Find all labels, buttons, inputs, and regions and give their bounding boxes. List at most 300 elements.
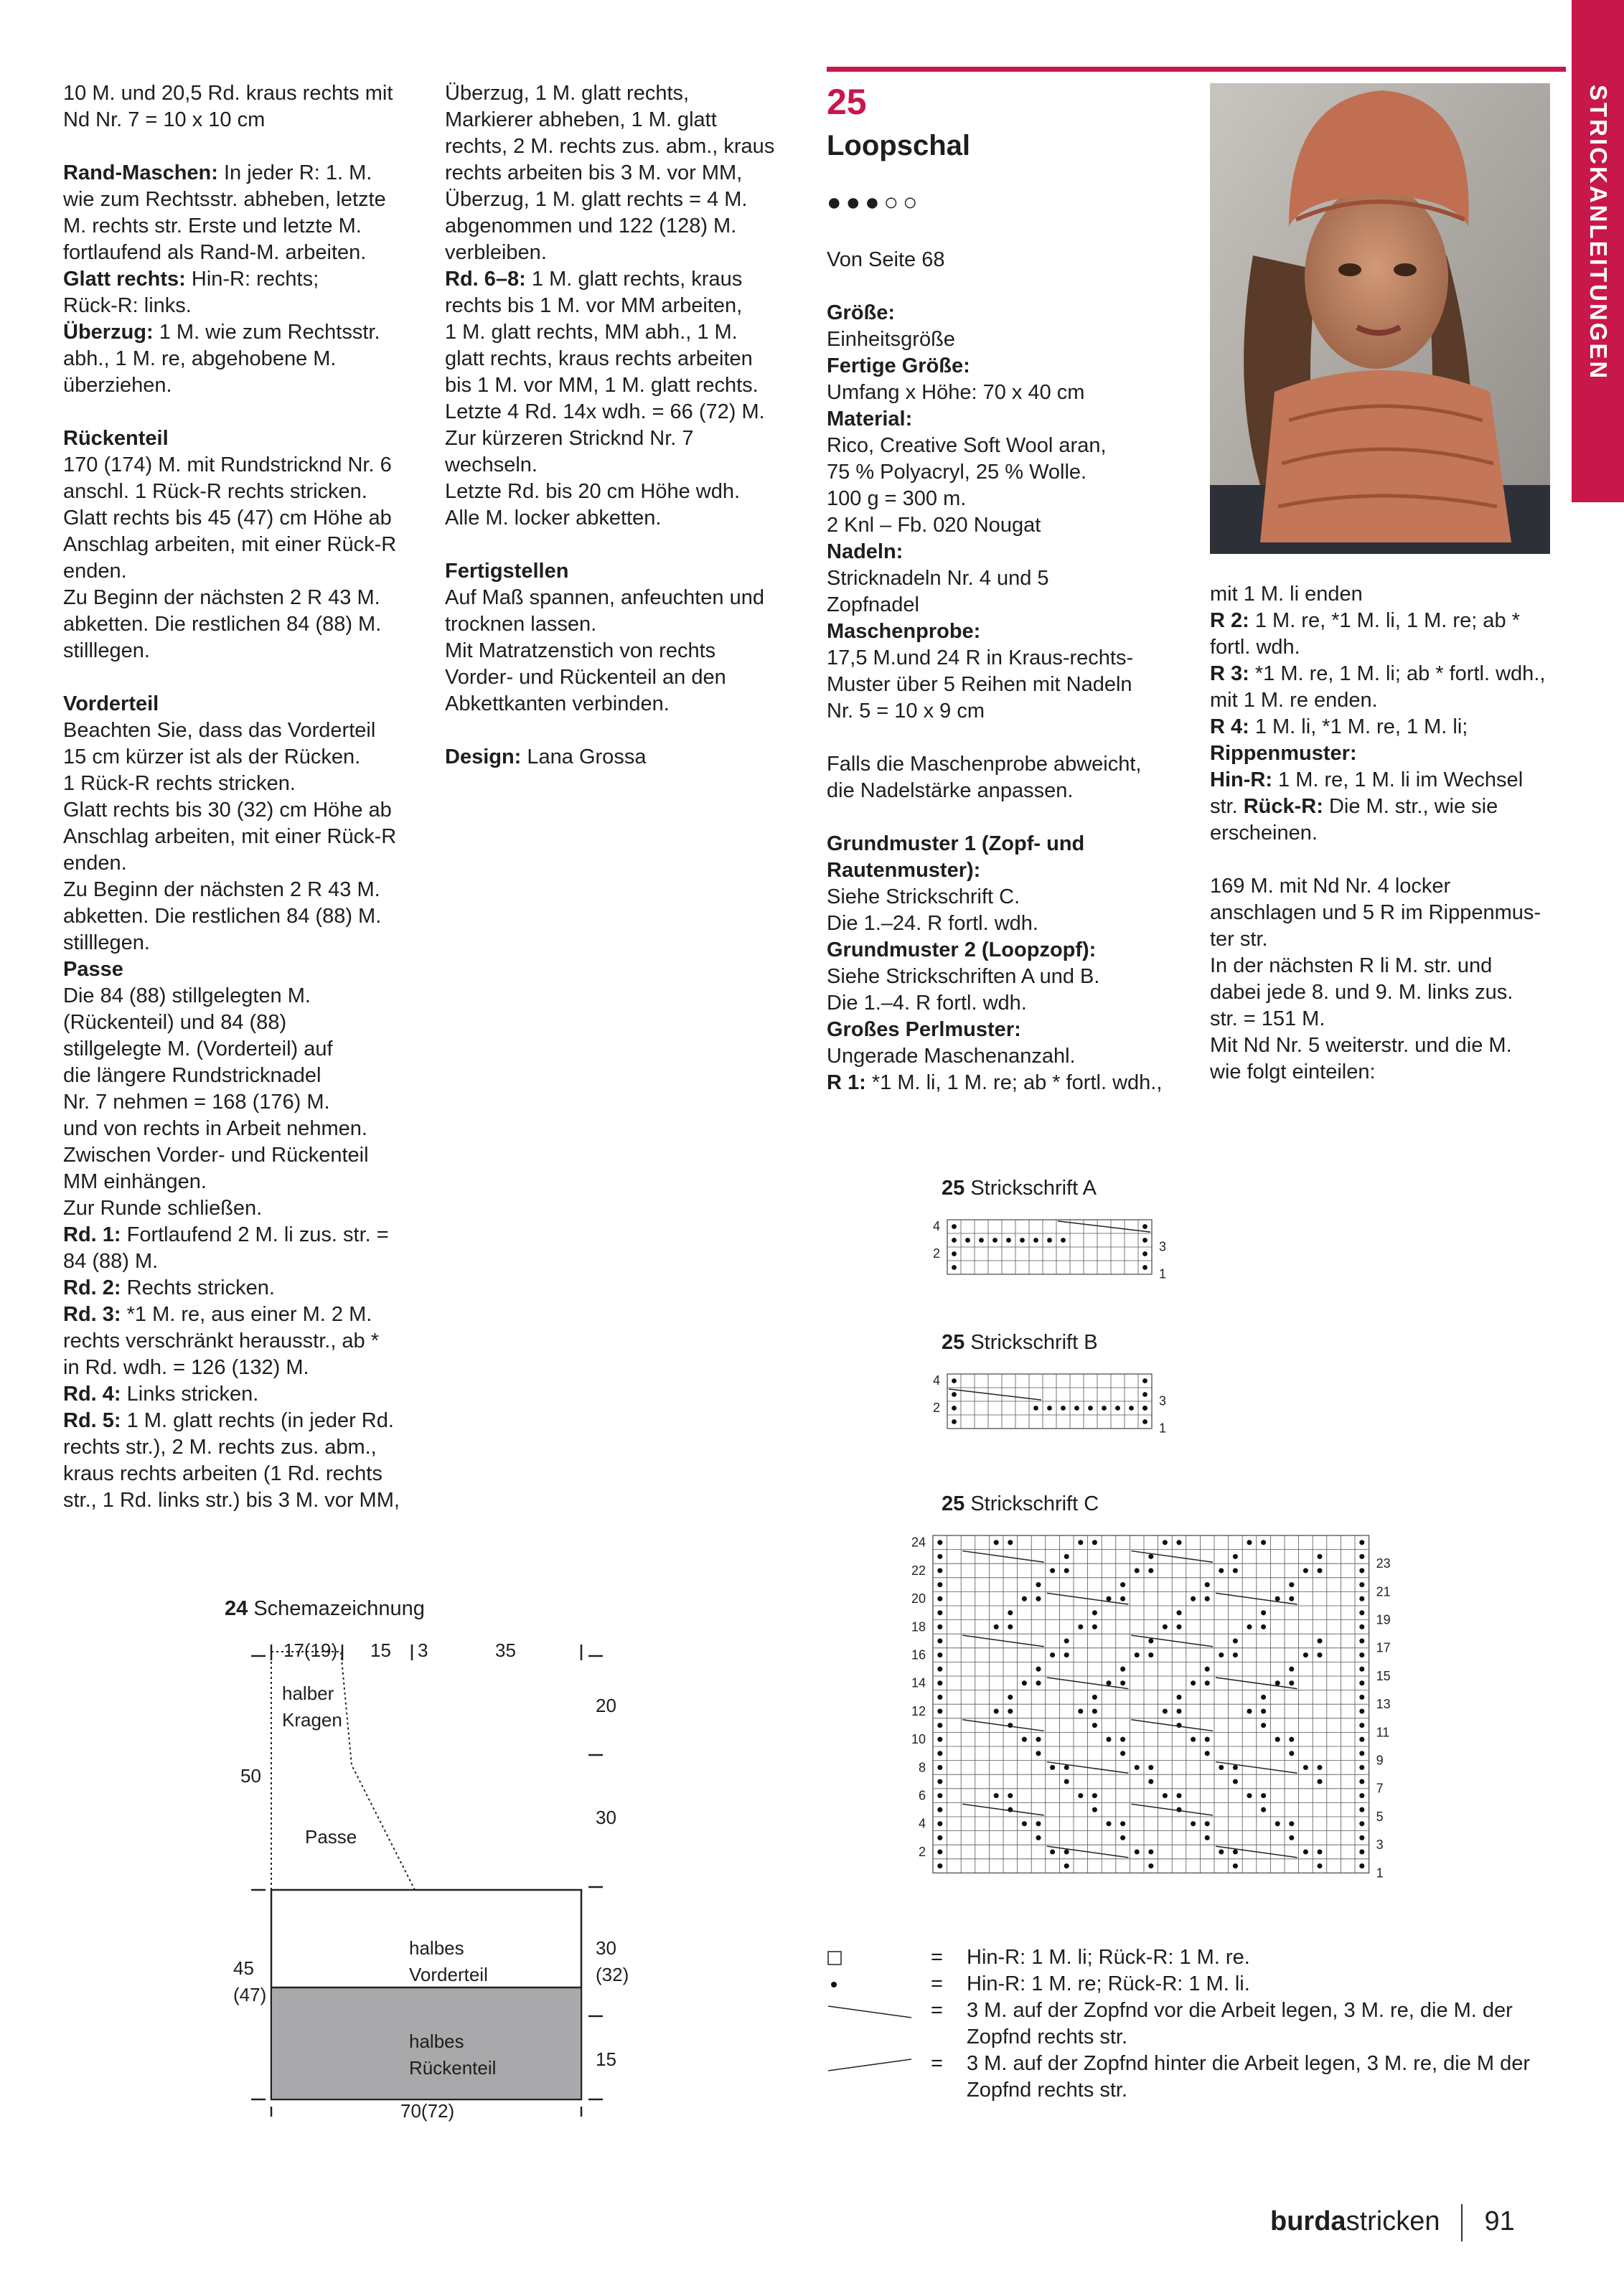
row-label: 1 bbox=[1159, 1421, 1167, 1436]
text-line: Mit Matratzenstich von rechts bbox=[445, 639, 716, 662]
purl-dot bbox=[1036, 1596, 1041, 1601]
purl-dot bbox=[937, 1596, 942, 1601]
purl-dot bbox=[1317, 1638, 1322, 1643]
text-line: Hin-R: 1 M. re, 1 M. li im Wechsel bbox=[1210, 768, 1524, 791]
text-line: M. rechts str. Erste und letzte M. bbox=[63, 215, 362, 237]
purl-dot bbox=[1092, 1624, 1097, 1629]
purl-dot bbox=[1120, 1680, 1125, 1685]
purl-dot bbox=[937, 1708, 942, 1713]
purl-dot bbox=[994, 1624, 999, 1629]
purl-dot bbox=[1233, 1863, 1238, 1868]
purl-dot bbox=[1120, 1582, 1125, 1587]
purl-dot bbox=[952, 1224, 957, 1229]
purl-dot bbox=[1275, 1680, 1280, 1685]
text-line: R 3: *1 M. re, 1 M. li; ab * fortl. wdh., bbox=[1210, 662, 1546, 685]
text-line: Rd. 5: 1 M. glatt rechts (in jeder Rd. bbox=[63, 1409, 394, 1432]
text-line: 84 (88) M. bbox=[63, 1250, 159, 1273]
purl-dot bbox=[937, 1821, 942, 1826]
pattern-title: Loopschal bbox=[827, 130, 971, 161]
purl-dot bbox=[1129, 1406, 1134, 1411]
text-line: abketten. Die restlichen 84 (88) M. bbox=[63, 905, 382, 928]
purl-dot bbox=[1219, 1765, 1224, 1770]
purl-dot bbox=[1359, 1793, 1364, 1798]
purl-dot bbox=[1233, 1652, 1238, 1657]
text-line: Größe: bbox=[827, 301, 896, 324]
text-line: rechts bis 1 M. vor MM arbeiten, bbox=[445, 294, 743, 317]
row-label: 12 bbox=[911, 1703, 926, 1718]
purl-dot bbox=[1008, 1610, 1013, 1615]
text-line: enden. bbox=[63, 852, 127, 875]
text-line: Zopfnadel bbox=[827, 593, 919, 616]
purl-dot bbox=[1135, 1568, 1140, 1573]
purl-dot bbox=[1233, 1765, 1238, 1770]
legend-symbol bbox=[827, 1944, 920, 1971]
text-line: str. Rück-R: Die M. str., wie sie bbox=[1210, 795, 1498, 818]
purl-dot bbox=[1064, 1638, 1069, 1643]
text-line: ter str. bbox=[1210, 928, 1268, 951]
row-label: 16 bbox=[911, 1647, 926, 1662]
purl-dot bbox=[1359, 1624, 1364, 1629]
purl-dot bbox=[1261, 1540, 1266, 1545]
text-column-2 bbox=[445, 80, 804, 771]
text-line: Rand-Maschen: In jeder R: 1. M. bbox=[63, 161, 372, 184]
purl-dot bbox=[1176, 1723, 1181, 1728]
row-label: 1 bbox=[1159, 1266, 1167, 1281]
text-line: die längere Rundstricknadel bbox=[63, 1064, 321, 1087]
text-line: erscheinen. bbox=[1210, 822, 1318, 844]
chart-legend bbox=[827, 1944, 1566, 2104]
purl-dot bbox=[952, 1406, 957, 1411]
purl-dot bbox=[1008, 1624, 1013, 1629]
text-line: Letzte 4 Rd. 14x wdh. = 66 (72) M. bbox=[445, 400, 765, 423]
row-label: 17 bbox=[1376, 1640, 1391, 1655]
text-line: In der nächsten R li M. str. und bbox=[1210, 954, 1493, 977]
text-line: fortlaufend als Rand-M. arbeiten. bbox=[63, 241, 367, 264]
purl-dot bbox=[1078, 1793, 1083, 1798]
chart-c-title: 25 Strickschrift C bbox=[942, 1492, 1099, 1515]
text-line: (Rückenteil) und 84 (88) bbox=[63, 1011, 287, 1034]
row-label: 10 bbox=[911, 1732, 926, 1747]
purl-dot bbox=[1261, 1807, 1266, 1812]
text-line: R 4: 1 M. li, *1 M. re, 1 M. li; bbox=[1210, 715, 1468, 738]
row-label: 4 bbox=[932, 1373, 940, 1388]
purl-dot bbox=[937, 1863, 942, 1868]
purl-dot bbox=[1359, 1568, 1364, 1573]
purl-dot bbox=[1317, 1863, 1322, 1868]
purl-dot bbox=[1148, 1779, 1153, 1784]
knitting-chart-b bbox=[926, 1367, 1184, 1446]
purl-dot bbox=[1064, 1554, 1069, 1559]
text-column-1 bbox=[63, 80, 422, 1514]
purl-dot bbox=[937, 1667, 942, 1672]
text-line: MM einhängen. bbox=[63, 1170, 207, 1193]
purl-dot bbox=[1359, 1863, 1364, 1868]
text-line: wie zum Rechtsstr. abheben, letzte bbox=[63, 188, 386, 211]
text-line: abgenommen und 122 (128) M. bbox=[445, 215, 737, 237]
legend-item: = Hin-R: 1 M. re; Rück-R: 1 M. li. bbox=[827, 1971, 1566, 1998]
purl-dot bbox=[1359, 1596, 1364, 1601]
purl-dot bbox=[1142, 1224, 1147, 1229]
purl-dot bbox=[1359, 1582, 1364, 1587]
text-line: Grundmuster 2 (Loopzopf): bbox=[827, 938, 1097, 961]
purl-dot bbox=[1092, 1540, 1097, 1545]
purl-dot bbox=[937, 1737, 942, 1742]
text-line: Design: Lana Grossa bbox=[445, 745, 647, 768]
text-line: Die 1.–24. R fortl. wdh. bbox=[827, 912, 1038, 935]
purl-dot bbox=[1205, 1751, 1210, 1756]
purl-dot bbox=[937, 1680, 942, 1685]
purl-dot bbox=[1233, 1554, 1238, 1559]
purl-dot bbox=[1064, 1863, 1069, 1868]
purl-dot bbox=[1233, 1849, 1238, 1854]
purl-dot bbox=[937, 1807, 942, 1812]
purl-dot bbox=[1064, 1849, 1069, 1854]
purl-dot bbox=[1289, 1680, 1294, 1685]
purl-dot bbox=[1205, 1821, 1210, 1826]
purl-dot bbox=[1148, 1554, 1153, 1559]
text-line: Rautenmuster): bbox=[827, 859, 981, 882]
text-line: str., 1 Rd. links str.) bis 3 M. vor MM, bbox=[63, 1489, 400, 1512]
purl-dot bbox=[1120, 1835, 1125, 1840]
purl-dot bbox=[1106, 1737, 1111, 1742]
purl-dot bbox=[1359, 1695, 1364, 1700]
purl-dot bbox=[1303, 1765, 1308, 1770]
pattern-number: 25 bbox=[827, 82, 867, 122]
purl-dot bbox=[1142, 1392, 1147, 1397]
purl-dot bbox=[1142, 1406, 1147, 1411]
purl-dot bbox=[1036, 1680, 1041, 1685]
row-label: 3 bbox=[1159, 1393, 1167, 1408]
text-line: Anschlag arbeiten, mit einer Rück-R bbox=[63, 825, 397, 848]
purl-dot bbox=[1275, 1596, 1280, 1601]
purl-dot bbox=[937, 1779, 942, 1784]
text-line bbox=[63, 133, 422, 160]
text-line: Rd. 6–8: 1 M. glatt rechts, kraus bbox=[445, 268, 743, 291]
row-label: 6 bbox=[918, 1788, 926, 1803]
purl-dot bbox=[1359, 1849, 1364, 1854]
text-line: stillgelegte M. (Vorderteil) auf bbox=[63, 1038, 333, 1060]
purl-dot bbox=[1205, 1835, 1210, 1840]
legend-symbol bbox=[827, 1971, 920, 1998]
purl-dot bbox=[1092, 1793, 1097, 1798]
purl-dot bbox=[1142, 1265, 1147, 1270]
page-number: 91 bbox=[1484, 2206, 1515, 2237]
purl-dot bbox=[1142, 1419, 1147, 1424]
purl-dot bbox=[937, 1582, 942, 1587]
purl-dot bbox=[1359, 1680, 1364, 1685]
purl-dot bbox=[1036, 1582, 1041, 1587]
purl-dot bbox=[965, 1238, 970, 1243]
purl-dot bbox=[1205, 1667, 1210, 1672]
text-line: Passe bbox=[63, 958, 123, 981]
row-label: 5 bbox=[1376, 1809, 1384, 1824]
text-line: Nadeln: bbox=[827, 540, 903, 563]
purl-dot bbox=[937, 1540, 942, 1545]
purl-dot bbox=[1008, 1708, 1013, 1713]
text-line: Rd. 1: Fortlaufend 2 M. li zus. str. = bbox=[63, 1223, 389, 1246]
purl-dot bbox=[1205, 1582, 1210, 1587]
text-line: Fertigstellen bbox=[445, 560, 569, 583]
purl-dot bbox=[1008, 1807, 1013, 1812]
purl-dot bbox=[1317, 1765, 1322, 1770]
purl-dot bbox=[937, 1751, 942, 1756]
text-line: rechts verschränkt herausstr., ab * bbox=[63, 1330, 380, 1352]
text-line: Rück-R: links. bbox=[63, 294, 192, 317]
purl-dot bbox=[1233, 1568, 1238, 1573]
purl-dot bbox=[1008, 1723, 1013, 1728]
purl-dot bbox=[1289, 1821, 1294, 1826]
text-line: verbleiben. bbox=[445, 241, 547, 264]
purl-dot bbox=[1289, 1667, 1294, 1672]
text-line: Nr. 5 = 10 x 9 cm bbox=[827, 700, 985, 723]
text-line: 169 M. mit Nd Nr. 4 locker bbox=[1210, 875, 1451, 898]
purl-dot bbox=[1008, 1695, 1013, 1700]
text-line: Glatt rechts: Hin-R: rechts; bbox=[63, 268, 319, 291]
row-label: 14 bbox=[911, 1675, 926, 1690]
text-line: in Rd. wdh. = 126 (132) M. bbox=[63, 1356, 309, 1379]
purl-dot bbox=[1191, 1821, 1196, 1826]
text-column-3 bbox=[827, 247, 1178, 1096]
text-line bbox=[827, 725, 1178, 751]
text-line: wie folgt einteilen: bbox=[1210, 1060, 1376, 1083]
purl-dot bbox=[1303, 1849, 1308, 1854]
text-line: Material: bbox=[827, 408, 913, 430]
text-line: Ungerade Maschenanzahl. bbox=[827, 1045, 1076, 1068]
purl-dot bbox=[1142, 1378, 1147, 1383]
text-line: 2 Knl – Fb. 020 Nougat bbox=[827, 514, 1041, 537]
legend-symbol bbox=[827, 2051, 920, 2077]
purl-dot bbox=[1163, 1540, 1168, 1545]
purl-dot bbox=[1163, 1708, 1168, 1713]
text-line bbox=[445, 718, 804, 744]
text-line: stilllegen. bbox=[63, 931, 150, 954]
text-line: Zur Runde schließen. bbox=[63, 1197, 263, 1220]
purl-dot bbox=[952, 1392, 957, 1397]
purl-dot bbox=[1106, 1821, 1111, 1826]
row-label: 9 bbox=[1376, 1753, 1384, 1768]
text-line: Glatt rechts bis 30 (32) cm Höhe ab bbox=[63, 799, 392, 822]
text-line: 17,5 M.und 24 R in Kraus-rechts- bbox=[827, 646, 1134, 669]
purl-dot bbox=[1036, 1821, 1041, 1826]
purl-dot bbox=[1006, 1238, 1011, 1243]
purl-dot bbox=[1261, 1624, 1266, 1629]
purl-dot bbox=[1359, 1667, 1364, 1672]
purl-dot bbox=[1061, 1238, 1066, 1243]
brand-name: burda bbox=[1270, 2206, 1346, 2237]
purl-dot bbox=[1106, 1680, 1111, 1685]
purl-dot bbox=[1064, 1779, 1069, 1784]
row-label: 7 bbox=[1376, 1781, 1384, 1796]
text-line: 1 M. glatt rechts, MM abh., 1 M. bbox=[445, 321, 738, 344]
text-line: Rd. 2: Rechts stricken. bbox=[63, 1276, 275, 1299]
purl-dot bbox=[994, 1540, 999, 1545]
text-line: dabei jede 8. und 9. M. links zus. bbox=[1210, 981, 1513, 1004]
row-label: 4 bbox=[918, 1816, 926, 1831]
purl-dot bbox=[1092, 1610, 1097, 1615]
text-line: Zu Beginn der nächsten 2 R 43 M. bbox=[63, 878, 380, 901]
purl-dot bbox=[937, 1849, 942, 1854]
purl-dot bbox=[1120, 1667, 1125, 1672]
purl-dot bbox=[1233, 1779, 1238, 1784]
text-line: Nd Nr. 7 = 10 x 10 cm bbox=[63, 108, 266, 131]
text-line: Grundmuster 1 (Zopf- und bbox=[827, 832, 1085, 855]
purl-dot bbox=[1135, 1765, 1140, 1770]
purl-dot bbox=[1176, 1624, 1181, 1629]
row-label: 4 bbox=[932, 1219, 940, 1234]
purl-dot bbox=[1092, 1695, 1097, 1700]
row-label: 1 bbox=[1376, 1866, 1384, 1881]
purl-dot bbox=[952, 1419, 957, 1424]
row-label: 19 bbox=[1376, 1612, 1391, 1627]
purl-dot bbox=[1247, 1624, 1252, 1629]
chart-a-title: 25 Strickschrift A bbox=[942, 1177, 1097, 1200]
row-label: 18 bbox=[911, 1619, 926, 1634]
purl-dot bbox=[1359, 1638, 1364, 1643]
text-line: Maschenprobe: bbox=[827, 620, 981, 643]
text-line: Vorder- und Rückenteil an den bbox=[445, 666, 726, 689]
purl-dot bbox=[1303, 1652, 1308, 1657]
purl-dot bbox=[1233, 1638, 1238, 1643]
purl-dot bbox=[1120, 1751, 1125, 1756]
text-line: und von rechts in Arbeit nehmen. bbox=[63, 1117, 367, 1140]
purl-dot bbox=[1064, 1652, 1069, 1657]
purl-dot bbox=[1047, 1406, 1052, 1411]
text-line: trocknen lassen. bbox=[445, 613, 597, 636]
purl-dot bbox=[937, 1554, 942, 1559]
purl-dot bbox=[1261, 1793, 1266, 1798]
purl-dot bbox=[937, 1624, 942, 1629]
text-line: rechts str.), 2 M. rechts zus. abm., bbox=[63, 1436, 377, 1459]
purl-dot bbox=[1275, 1821, 1280, 1826]
text-line: Vorderteil bbox=[63, 692, 159, 715]
purl-dot bbox=[1205, 1737, 1210, 1742]
purl-dot bbox=[1064, 1765, 1069, 1770]
row-label: 8 bbox=[918, 1760, 926, 1775]
purl-dot bbox=[1088, 1406, 1093, 1411]
purl-dot bbox=[1303, 1568, 1308, 1573]
purl-dot bbox=[1261, 1695, 1266, 1700]
text-line: mit 1 M. re enden. bbox=[1210, 689, 1378, 712]
text-line: 10 M. und 20,5 Rd. kraus rechts mit bbox=[63, 82, 393, 105]
purl-dot bbox=[1120, 1596, 1125, 1601]
row-label: 2 bbox=[932, 1246, 940, 1261]
row-label: 20 bbox=[911, 1591, 926, 1606]
purl-dot bbox=[1359, 1554, 1364, 1559]
text-line: rechts, 2 M. rechts zus. abm., kraus bbox=[445, 135, 775, 158]
section-rule bbox=[827, 67, 1566, 72]
row-label: 22 bbox=[911, 1563, 926, 1578]
section-tab bbox=[1572, 0, 1624, 502]
purl-dot bbox=[1148, 1568, 1153, 1573]
purl-dot bbox=[1022, 1737, 1027, 1742]
text-line bbox=[63, 664, 422, 691]
purl-dot bbox=[979, 1238, 984, 1243]
text-line: mit 1 M. li enden bbox=[1210, 583, 1363, 606]
text-line: Anschlag arbeiten, mit einer Rück-R bbox=[63, 533, 397, 556]
purl-dot bbox=[1022, 1596, 1027, 1601]
purl-dot bbox=[1247, 1540, 1252, 1545]
purl-dot bbox=[1106, 1596, 1111, 1601]
purl-dot bbox=[1205, 1680, 1210, 1685]
purl-dot bbox=[1247, 1793, 1252, 1798]
purl-dot bbox=[1148, 1638, 1153, 1643]
purl-dot bbox=[1317, 1652, 1322, 1657]
purl-dot bbox=[1092, 1723, 1097, 1728]
text-line: Mit Nd Nr. 5 weiterstr. und die M. bbox=[1210, 1034, 1512, 1057]
text-line: Rd. 4: Links stricken. bbox=[63, 1383, 259, 1406]
text-line: 170 (174) M. mit Rundstricknd Nr. 6 bbox=[63, 453, 392, 476]
purl-dot bbox=[1148, 1652, 1153, 1657]
row-label: 24 bbox=[911, 1535, 926, 1550]
text-line: 75 % Polyacryl, 25 % Wolle. bbox=[827, 461, 1087, 484]
purl-dot bbox=[937, 1793, 942, 1798]
purl-dot bbox=[1317, 1554, 1322, 1559]
text-line: überziehen. bbox=[63, 374, 172, 397]
text-line: Falls die Maschenprobe abweicht, bbox=[827, 753, 1142, 776]
text-line: 1 Rück-R rechts stricken. bbox=[63, 772, 296, 795]
purl-dot bbox=[1219, 1652, 1224, 1657]
text-line: Glatt rechts bis 45 (47) cm Höhe ab bbox=[63, 507, 392, 530]
knitting-chart-c bbox=[904, 1528, 1435, 1887]
purl-dot bbox=[1359, 1708, 1364, 1713]
text-line: Umfang x Höhe: 70 x 40 cm bbox=[827, 381, 1085, 404]
purl-dot bbox=[952, 1238, 957, 1243]
text-line: Auf Maß spannen, anfeuchten und bbox=[445, 586, 764, 609]
text-line: abketten. Die restlichen 84 (88) M. bbox=[63, 613, 382, 636]
legend-symbol bbox=[827, 1998, 920, 2024]
text-line: wechseln. bbox=[445, 453, 538, 476]
purl-dot bbox=[937, 1652, 942, 1657]
purl-dot bbox=[1289, 1835, 1294, 1840]
purl-dot bbox=[1064, 1568, 1069, 1573]
purl-dot bbox=[994, 1793, 999, 1798]
purl-dot bbox=[952, 1378, 957, 1383]
text-line: Siehe Strickschrift C. bbox=[827, 885, 1020, 908]
purl-dot bbox=[1115, 1406, 1120, 1411]
text-line: 100 g = 300 m. bbox=[827, 487, 967, 510]
purl-dot bbox=[1176, 1708, 1181, 1713]
text-line: Stricknadeln Nr. 4 und 5 bbox=[827, 567, 1049, 590]
text-line: Zu Beginn der nächsten 2 R 43 M. bbox=[63, 586, 380, 609]
row-label: 2 bbox=[918, 1844, 926, 1859]
purl-dot bbox=[1033, 1406, 1038, 1411]
row-label: 21 bbox=[1376, 1584, 1391, 1599]
purl-dot bbox=[1289, 1582, 1294, 1587]
purl-dot bbox=[994, 1708, 999, 1713]
purl-dot bbox=[1191, 1737, 1196, 1742]
purl-dot bbox=[937, 1610, 942, 1615]
purl-dot bbox=[1078, 1540, 1083, 1545]
purl-dot bbox=[1261, 1708, 1266, 1713]
purl-dot bbox=[1036, 1737, 1041, 1742]
purl-dot bbox=[1050, 1568, 1055, 1573]
text-line: str. = 151 M. bbox=[1210, 1007, 1325, 1030]
row-label: 15 bbox=[1376, 1668, 1391, 1683]
purl-dot bbox=[1289, 1737, 1294, 1742]
text-line: abh., 1 M. re, abgehobene M. bbox=[63, 347, 337, 370]
text-line: Rd. 3: *1 M. re, aus einer M. 2 M. bbox=[63, 1303, 372, 1326]
text-line: rechts arbeiten bis 3 M. vor MM, bbox=[445, 161, 743, 184]
purl-dot bbox=[1120, 1821, 1125, 1826]
model-photo bbox=[1210, 83, 1550, 554]
purl-dot bbox=[1261, 1723, 1266, 1728]
text-line: Alle M. locker abketten. bbox=[445, 507, 662, 530]
purl-dot bbox=[1359, 1540, 1364, 1545]
row-label: 23 bbox=[1376, 1556, 1391, 1571]
knitting-chart-a bbox=[926, 1213, 1184, 1292]
text-line: glatt rechts, kraus rechts arbeiten bbox=[445, 347, 753, 370]
purl-dot bbox=[1176, 1610, 1181, 1615]
